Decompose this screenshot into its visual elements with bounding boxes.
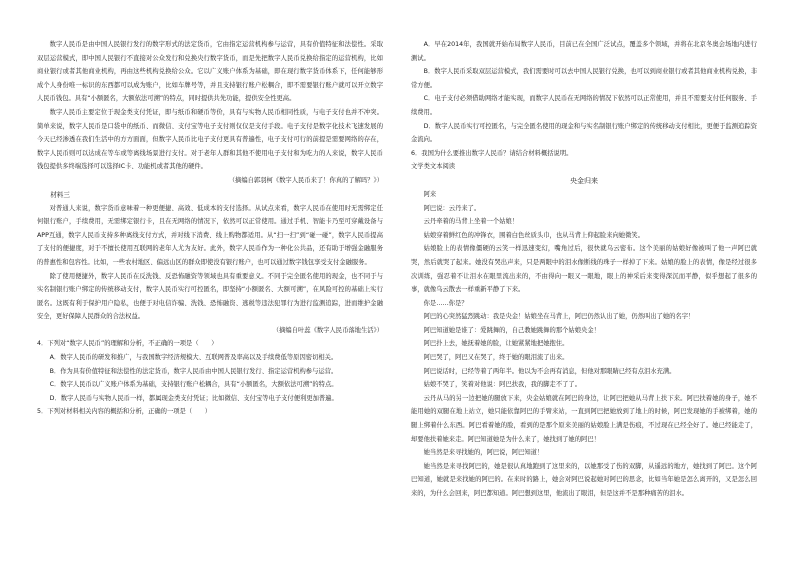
story-author: 阿来: [423, 190, 437, 198]
story-paragraph: 云丹牵着的马背上坐着一个姑娘！: [423, 218, 519, 226]
question-5-option-b: B．数字人民币采取双层运营模式，我们需要时可以去中国人民银行兑换，也可以到商业银行或者其他商业机构兑换，非常方便。: [411, 68, 757, 89]
question-4-option-a: A．数字人民币的研发和推广，与我国数字经济规模大、互联网普及率高以及手续费低等原因密切相关。: [49, 354, 338, 362]
story-paragraph: 阿巴说：云丹来了。: [423, 204, 481, 212]
story-paragraph: 阿巴哭了，阿巴又在哭了，终于她的眼泪流了出来。: [423, 354, 569, 362]
paragraph-3: 对普通人来说，数字货币意味着一种更便捷、高效、低成本的支付选择。从试点来看，数字人民币在使用时无需绑定任何银行账户，手续费用，无需绑定银行卡，且在无网络的情况下，依然可以正常使用。通过手机、智能卡乃至可穿戴设备与APP互通，数字人民币支持多种离线支付方式，并对线下消费、线上购物都适用。从“扫一扫”到“碰一碰”，数字人民币提高了支付的便捷度，对于不擅长使用互联网的老年人尤为友好。此外，数字人民币作为一种化公共品，还有助于增强金融服务的普惠性和包容性。比如，一些农村地区、偏远山区的群众即使没有银行账户，也可以通过数字钱包享受支付金融服务。: [37, 204, 383, 266]
question-6: 6．我国为什么要推出数字人民币？请结合材料概括说明。: [411, 149, 573, 157]
question-5-option-c: C．电子支付必须借助网络才能实现，而数字人民币在无网络的情况下依然可以正常使用，并且不需要支付任何服务、手续费用。: [411, 95, 757, 116]
question-5: 5．下列对材料相关内容的概括和分析，正确的一项是（ ）: [37, 408, 212, 416]
story-paragraph: 你是……你是？: [423, 299, 468, 307]
right-column: [411, 38, 757, 501]
story-paragraph: 阿巴的心突然猛烈跳动：我是央金！姑娘坐在马背上，阿巴仍然认出了她，仍然叫出了她的名字！: [423, 313, 695, 321]
story-paragraph: 姑娘不哭了，笑着对他说：阿巴扶我，我的脚走不了了。: [423, 381, 582, 389]
question-4-option-c: C．数字人民币以广义账户体系为基础，支持银行账户松耦合，具有“小额匿名，大额依法可溯”的特点。: [49, 381, 338, 389]
story-paragraph: 她当然是来寻找她的，阿巴说，阿巴知道！: [423, 449, 544, 457]
question-4: 4．下列对“数字人民币”的理解和分析，不正确的一项是（ ）: [37, 340, 218, 348]
paragraph-1: 数字人民币是由中国人民银行发行的数字形式的法定货币，它由指定运营机构参与运营，具有价值特征和法偿性。采取双层运营模式，即中国人民银行不直接对公众发行和兑换央行数字货币，而是先把数字人民币兑换给指定的运营机构，比如商业银行或者其他商业机构，再由这些机构兑换给公众。它以广义账户体系为基础，即在现行数字货币体系下，任何能够形成个人身份唯一标识的东西都可以成为账户，比如车牌号等，并且支持银行账户松耦合，即不需要银行账户就可以开立数字人民币钱包。具有“小额匿名，大额依法可溯”的特点，同时提供共先功能，提供安全性更高。: [37, 41, 383, 103]
paragraph-2: 数字人民币主要定位于现金类支付凭证，即与纸币和硬币等价，具有与实物人民币相同性质，与电子支付也并不冲突。简单来说，数字人民币是口袋中的纸币、而微信、支付宝等电子支付则仅仅是支付手段。电子支付是数字化技术飞速发展的今天已经渗透在我们生活中的方方面面，但数字人民币比电子支付更具有普遍性，电子支付可行的前提是需要网络的存在，数字人民币则可以达成在等车或等离线场景进行支付。对于老年人群和其他不使用电子支付和为吃力的人来说，数字人民币钱包提供多终端选择可以选择IC卡、功能机或者其他的硬件。: [37, 108, 383, 171]
question-5-option-d: D．数字人民币实行可控匿名，与完全匿名使用的现金和与实名制银行账户绑定的传统移动支付相比，更便于监测追踪资金流向。: [411, 122, 757, 144]
left-column: [37, 38, 383, 419]
section-label: 文学类文本阅读: [411, 163, 456, 171]
material-3-heading: 材料三: [50, 190, 70, 199]
paragraph-4: 除了使用便捷外，数字人民币在反洗钱、反恐怖融资等领域也具有重要意义。不同于完全匿名使用的现金，也不同于与实名制银行账户绑定的传统移动支付，数字人民币实行可控匿名，即坚持“小额匿名、大额可溯”，在风险可控的基础上实行匿名。这既有利于保护用户隐私，也便于对电信诈骗、洗钱、恐怖融资、逃税等违法犯罪行为进行监测追踪，进而维护金融安全，更好保障人民群众的合法权益。: [37, 272, 383, 321]
story-paragraph: 姑娘脸上的表情像僵硬的云笑一样迅速变幻，嘴角过后，很快就乌云密布。这个美丽的姑娘好像被叫了他一声阿巴就哭，然后就哭了起来。她没有哭出声来，只是两眼中的泪水像断线的珠子一样掉了下来。姑娘的脸上的表情，像是经过很多次训练，强忍着不让泪水在眼里流出来的，不由得向一眼又一眼地，眼上的神采后来变得深沉而平静，似乎想起了很多的事，就像乌云散去一样重新平静了下来。: [411, 245, 757, 294]
story-paragraph: 姑娘穿着鲜红色的冲锋衣，围着白色丝质头巾，也从马背上仰起脸来向她微笑。: [423, 231, 644, 239]
story-paragraph: 云丹从马的另一边把她的腿放下来，央金姑娘就在阿巴的身边，让阿巴把她从马背上扶下来。阿巴扶着她的身子，她不能用她的双腿在地上站立，她只能依靠阿巴的手臂来站，一直到阿巴把她放到了地上的时候，阿巴发现她的手被绑着，她的腿上绑着什么东西。阿巴看着她的脸，看到的是那个原来美丽的姑娘脸上满是伤痕，不过现在已经全好了。她已经能走了，却要他扶着她来走。阿巴知道她是为什么来了，她找到了她的阿巴！: [411, 394, 757, 443]
question-5-option-a: A．早在2014年，我国就开始布局数字人民币，目前已在全国广泛试点，覆盖多个领域，并将在北京冬奥会场地内进行测试。: [411, 41, 757, 62]
question-4-option-b: B．作为具有价值特征和法偿性的法定货币，数字人民币由中国人民银行发行、指定运营机构参与运营。: [49, 367, 338, 375]
story-paragraph: 阿巴说话时，已经等着了两年半。他以为不会再有消息，但他对那眼睛已经有点泪水充满。: [423, 367, 676, 375]
source-citation-1: （摘编自郭羽柯《数字人民币来了！你真的了解吗？》）: [228, 176, 383, 184]
story-paragraph: 阿巴知道她是谁了：爱跳舞的，自己教她跳舞的那个姑娘央金！: [423, 326, 600, 334]
source-citation-2: （摘编自叶蕊《数字人民币落地生活》）: [272, 326, 383, 334]
story-paragraph: 阿巴扑上去，她抚着她的脸，让她紧紧地把她抱住。: [423, 340, 569, 348]
story-title: 央金归来: [570, 176, 598, 185]
question-4-option-d: D．数字人民币与实物人民币一样，都属现金类支付凭证；比如微信、支付宝等电子支付便利更加普遍。: [49, 394, 338, 402]
story-paragraph: 她当然是来寻找阿巴的，她是很认真地跑到了这里来的，以她那受了伤的双脚，从遥远的地方，她找到了阿巴。这个阿巴知道，她就是来找她的阿巴的。在来时的路上，她会对阿巴说起她对阿巴的思念，比如当年她是怎么离开的，又是怎么回来的，为什么会回来，阿巴都知道。阿巴想到这里，他流出了眼泪，但是这并不是那种痛苦的泪水。: [411, 462, 757, 497]
